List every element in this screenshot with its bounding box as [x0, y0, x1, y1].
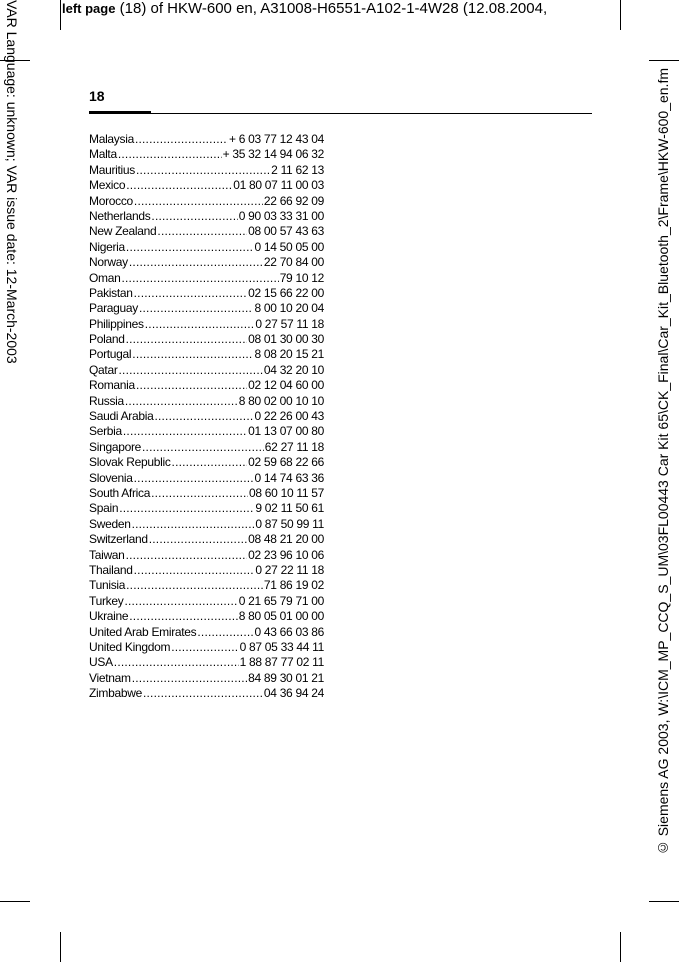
- list-item: [89, 301, 324, 316]
- list-item: [89, 671, 324, 686]
- list-item: [89, 424, 324, 439]
- list-item: [89, 563, 324, 578]
- phone-number: 8 80 05 01 00 00: [238, 609, 324, 624]
- leader-dots: [135, 132, 228, 147]
- country-name: United Kingdom: [89, 639, 171, 654]
- header-rule-accent: [89, 111, 151, 114]
- phone-number: 0 90 03 33 31 00: [238, 208, 324, 223]
- list-item: [89, 255, 324, 270]
- crop-mark: [649, 901, 679, 902]
- phone-number: 79 10 12: [279, 270, 324, 285]
- country-name: Norway: [89, 255, 128, 270]
- country-name: Portugal: [89, 347, 132, 362]
- phone-number: 04 36 94 24: [263, 686, 324, 701]
- leader-dots: [145, 317, 255, 332]
- leader-dots: [172, 455, 248, 470]
- country-name: USA: [89, 655, 113, 670]
- country-name: Ukraine: [89, 609, 129, 624]
- phone-number: 84 89 30 01 21: [248, 670, 324, 685]
- leader-dots: [151, 486, 248, 501]
- phone-number: 8 08 20 15 21: [254, 347, 324, 362]
- country-name: New Zealand: [89, 224, 157, 239]
- list-item: [89, 240, 324, 255]
- list-item: [89, 625, 324, 640]
- header-label: left page: [62, 1, 116, 16]
- leader-dots: [136, 378, 247, 393]
- phone-number: 0 21 65 79 71 00: [238, 593, 324, 608]
- leader-dots: [126, 332, 248, 347]
- phone-number: 2 11 62 13: [271, 162, 324, 177]
- country-name: Nigeria: [89, 239, 125, 254]
- crop-mark: [0, 901, 30, 902]
- phone-number: 0 14 50 05 00: [254, 239, 324, 254]
- list-item: [89, 347, 324, 362]
- list-item: [89, 409, 324, 424]
- country-name: Slovak Republic: [89, 455, 171, 470]
- leader-dots: [114, 655, 239, 670]
- list-item: [89, 655, 324, 670]
- phone-number: 02 12 04 60 00: [248, 378, 324, 393]
- country-name: Philippines: [89, 316, 144, 331]
- phone-number: 8 80 02 00 10 10: [238, 393, 324, 408]
- list-item: [89, 532, 324, 547]
- leader-dots: [119, 363, 263, 378]
- leader-dots: [126, 578, 263, 593]
- country-name: Vietnam: [89, 670, 131, 685]
- print-header: [62, 0, 547, 18]
- country-name: Taiwan: [89, 547, 125, 562]
- leader-dots: [134, 286, 247, 301]
- leader-dots: [171, 640, 238, 655]
- phone-number: 08 60 10 11 57: [249, 485, 324, 500]
- leader-dots: [126, 178, 232, 193]
- country-name: United Arab Emirates: [89, 624, 197, 639]
- phone-number: 08 48 21 20 00: [248, 532, 324, 547]
- country-name: Malta: [89, 147, 117, 162]
- list-item: [89, 640, 324, 655]
- left-margin-note: VAR Language: unknown; VAR issue date: 12-March-2003: [4, 0, 20, 364]
- leader-dots: [132, 347, 253, 362]
- list-item: [89, 209, 324, 224]
- list-item: [89, 178, 324, 193]
- phone-number: 01 13 07 00 80: [248, 424, 324, 439]
- list-item: [89, 455, 324, 470]
- phone-number: 02 15 66 22 00: [248, 285, 324, 300]
- country-name: Malaysia: [89, 132, 134, 146]
- right-margin-note: © Siemens AG 2003, W:\ICM_MP_CCQ_S_UM\03FL00443 Car Kit 65\CK_Final\Car_Kit_Bluetooth_2\Frame\HKW-600_en.fm: [655, 68, 671, 857]
- country-name: Turkey: [89, 593, 124, 608]
- leader-dots: [132, 517, 255, 532]
- phone-number: 1 88 87 77 02 11: [239, 655, 324, 670]
- leader-dots: [132, 671, 247, 686]
- leader-dots: [118, 147, 222, 162]
- leader-dots: [124, 594, 237, 609]
- phone-number: 8 00 10 20 04: [254, 301, 324, 316]
- country-name: Pakistan: [89, 285, 133, 300]
- phone-number: 08 01 30 00 30: [248, 332, 324, 347]
- leader-dots: [121, 271, 278, 286]
- list-item: [89, 132, 324, 147]
- country-name: Serbia: [89, 424, 122, 439]
- country-name: Russia: [89, 393, 124, 408]
- list-item: [89, 332, 324, 347]
- country-name: Switzerland: [89, 532, 148, 547]
- crop-mark: [620, 0, 621, 30]
- list-item: [89, 471, 324, 486]
- phone-number: 22 66 92 09: [263, 193, 324, 208]
- list-item: [89, 286, 324, 301]
- leader-dots: [125, 394, 238, 409]
- leader-dots: [126, 240, 254, 255]
- phone-number: 71 86 19 02: [263, 578, 324, 593]
- list-item: [89, 686, 324, 701]
- list-item: [89, 394, 324, 409]
- phone-number: 02 59 68 22 66: [248, 455, 324, 470]
- leader-dots: [134, 471, 254, 486]
- leader-dots: [126, 548, 248, 563]
- leader-dots: [143, 686, 263, 701]
- list-item: [89, 317, 324, 332]
- leader-dots: [151, 209, 237, 224]
- list-item: [89, 163, 324, 178]
- country-name: Slovenia: [89, 470, 133, 485]
- leader-dots: [134, 563, 255, 578]
- leader-dots: [134, 194, 263, 209]
- country-name: Poland: [89, 332, 125, 347]
- country-name: Romania: [89, 378, 135, 393]
- leader-dots: [197, 625, 253, 640]
- phone-number: + 35 32 14 94 06 32: [222, 147, 324, 162]
- phone-number: 22 70 84 00: [263, 255, 324, 270]
- country-name: Qatar: [89, 362, 118, 377]
- crop-mark: [649, 60, 679, 61]
- phone-number: + 6 03 77 12 43 04: [228, 132, 324, 146]
- phone-number: 0 27 57 11 18: [255, 316, 324, 331]
- phone-number: 0 22 26 00 43: [254, 409, 324, 424]
- leader-dots: [123, 424, 247, 439]
- list-item: [89, 517, 324, 532]
- crop-mark: [60, 0, 61, 30]
- country-name: Spain: [89, 501, 119, 516]
- list-item: [89, 224, 324, 239]
- list-item: [89, 194, 324, 209]
- list-item: [89, 363, 324, 378]
- phone-number: 62 27 11 18: [264, 439, 324, 454]
- leader-dots: [136, 163, 270, 178]
- country-name: Paraguay: [89, 301, 138, 316]
- list-item: [89, 578, 324, 593]
- list-item: [89, 147, 324, 162]
- phone-number: 01 80 07 11 00 03: [233, 178, 324, 193]
- country-name: Saudi Arabia: [89, 409, 154, 424]
- phone-number: 0 27 22 11 18: [255, 562, 324, 577]
- phone-number: 0 43 66 03 86: [254, 624, 324, 639]
- leader-dots: [157, 224, 247, 239]
- crop-mark: [60, 932, 61, 962]
- list-item: [89, 486, 324, 501]
- country-name: Tunisia: [89, 578, 126, 593]
- leader-dots: [154, 409, 253, 424]
- phone-number: 04 32 20 10: [263, 362, 324, 377]
- leader-dots: [129, 255, 263, 270]
- phone-number: 0 14 74 63 36: [254, 470, 324, 485]
- country-name: Mexico: [89, 178, 126, 193]
- header-text: (18) of HKW-600 en, A31008-H6551-A102-1-4W28 (12.08.2004,: [115, 0, 548, 17]
- country-name: Thailand: [89, 562, 133, 577]
- country-name: Netherlands: [89, 208, 151, 223]
- list-item: [89, 609, 324, 624]
- phone-number: 9 02 11 50 61: [255, 501, 324, 516]
- list-item: [89, 501, 324, 516]
- leader-dots: [119, 501, 254, 516]
- country-name: Morocco: [89, 193, 133, 208]
- country-name: Sweden: [89, 516, 131, 531]
- list-item: [89, 271, 324, 286]
- phone-number: 08 00 57 43 63: [248, 224, 324, 239]
- leader-dots: [129, 609, 237, 624]
- page-number: 18: [89, 88, 105, 104]
- header-rule: [89, 113, 592, 114]
- country-name: Singapore: [89, 439, 142, 454]
- crop-mark: [620, 932, 621, 962]
- hotline-list: [89, 132, 324, 701]
- country-name: Oman: [89, 270, 121, 285]
- phone-number: 02 23 96 10 06: [248, 547, 324, 562]
- country-name: South Africa: [89, 485, 151, 500]
- leader-dots: [142, 440, 264, 455]
- country-name: Mauritius: [89, 162, 135, 177]
- phone-number: 0 87 05 33 44 11: [239, 639, 324, 654]
- phone-number: 0 87 50 99 11: [255, 516, 324, 531]
- country-name: Zimbabwe: [89, 686, 142, 701]
- list-item: [89, 440, 324, 455]
- list-item: [89, 378, 324, 393]
- leader-dots: [149, 532, 247, 547]
- list-item: [89, 594, 324, 609]
- list-item: [89, 548, 324, 563]
- leader-dots: [139, 301, 254, 316]
